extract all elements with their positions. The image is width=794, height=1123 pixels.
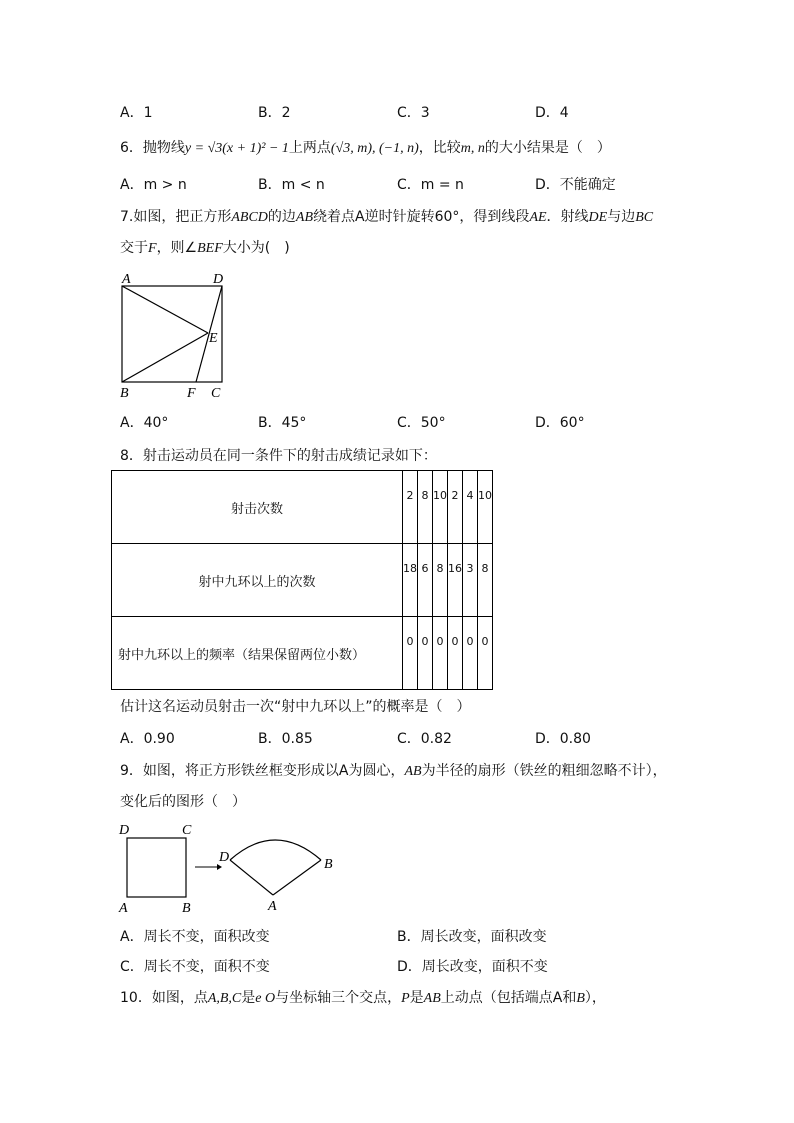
q5-option-c: C．3 — [397, 105, 430, 121]
q7-square-label: ABCD — [231, 210, 268, 225]
q9-option-c: C．周长不变，面积不变 — [120, 959, 270, 975]
q7-text-2: 的边 — [267, 209, 296, 225]
row-header-hits: 射中九环以上的次数 — [112, 544, 403, 617]
table-cell: 10 — [433, 471, 448, 544]
q7-label-a: A — [122, 272, 131, 287]
table-cell: 8 — [418, 471, 433, 544]
table-cell: 10 — [478, 471, 493, 544]
q5-option-a: A．1 — [120, 105, 153, 121]
table-cell: 18 — [403, 544, 418, 617]
q6-prefix: 6．抛物线 — [120, 140, 185, 156]
q9-option-d: D．周长改变，面积不变 — [397, 959, 548, 975]
q7-label-e: E — [209, 331, 218, 346]
table-row — [112, 544, 493, 617]
q7-segment-be — [122, 333, 208, 382]
q7-text-3: 绕着点A逆时针旋转60°，得到线段 — [313, 209, 530, 225]
q7-bef-label: BEF — [197, 241, 223, 256]
q7-text-5: 与边 — [607, 209, 636, 225]
q6-option-b: B．m < n — [258, 177, 325, 193]
q10-stem — [120, 989, 606, 1008]
q7-text-6: 交于 — [120, 240, 148, 256]
table-cell: 16 — [448, 544, 463, 617]
q9-stem-line2: 变化后的图形（ ） — [120, 794, 246, 810]
q5-option-b: B．2 — [258, 105, 291, 121]
q9-option-b: B．周长改变，面积改变 — [397, 929, 547, 945]
table-cell: 8 — [478, 544, 493, 617]
q8-option-c: C．0.82 — [397, 731, 452, 747]
table-row — [112, 617, 493, 690]
q10-circle: e O — [255, 991, 276, 1006]
table-cell: 6 — [418, 544, 433, 617]
q7-ae-label: AE — [529, 210, 547, 225]
q9-option-a: A．周长不变，面积改变 — [120, 929, 270, 945]
q7-option-d: D．60° — [535, 415, 585, 431]
q6-vars: m, n — [460, 141, 485, 156]
q9-label-a: A — [119, 901, 128, 916]
q9-label-c: C — [182, 823, 192, 838]
q6-option-c: C．m = n — [397, 177, 464, 193]
q10-text-6: ）， — [584, 990, 606, 1006]
q9-sector-radius-ab — [273, 860, 321, 895]
q10-text-1: 10．如图，点 — [120, 990, 208, 1006]
q7-text-4: ．射线 — [546, 209, 589, 225]
q7-label-d: D — [213, 272, 224, 287]
q9-sector-arc — [230, 840, 321, 860]
q7-segment-ae — [122, 286, 208, 333]
q7-option-b: B．45° — [258, 415, 307, 431]
table-cell: 2 — [448, 471, 463, 544]
q10-text-2: 是 — [241, 990, 256, 1006]
table-cell: 8 — [433, 544, 448, 617]
table-cell: 0 — [433, 617, 448, 690]
q8-table — [111, 470, 493, 690]
q6-option-d: D．不能确定 — [535, 177, 616, 193]
q9-text-2: 为半径的扇形（铁丝的粗细忽略不计）， — [421, 763, 667, 779]
q6-option-a: A．m > n — [120, 177, 187, 193]
table-cell: 0 — [418, 617, 433, 690]
q6-equation: y = √3(x + 1)² − 1 — [184, 141, 289, 156]
q8-option-d: D．0.80 — [535, 731, 591, 747]
q8-question: 估计这名运动员射击一次“射中九环以上”的概率是（ ） — [120, 699, 471, 715]
q8-title: 8．射击运动员在同一条件下的射击成绩记录如下： — [120, 448, 437, 464]
q6-suffix: 的大小结果是（ ） — [484, 140, 611, 156]
q7-bc-label: BC — [635, 210, 654, 225]
q9-text-1: 9．如图，将正方形铁丝框变形成以A为圆心， — [120, 763, 405, 779]
table-cell: 0 — [403, 617, 418, 690]
q10-points: A,B,C — [207, 991, 242, 1006]
q7-label-c: C — [211, 386, 221, 401]
q9-square — [127, 838, 186, 897]
row-header-shots: 射击次数 — [112, 471, 403, 544]
table-cell: 0 — [448, 617, 463, 690]
table-row — [112, 471, 493, 544]
q9-label-b2: B — [324, 857, 333, 872]
table-cell: 3 — [463, 544, 478, 617]
q9-stem-line1 — [120, 762, 667, 781]
q7-text-8: 大小为( ) — [222, 240, 290, 256]
table-cell: 2 — [403, 471, 418, 544]
q7-text-1: 7.如图，把正方形 — [120, 209, 232, 225]
q5-option-d: D．4 — [535, 105, 569, 121]
q6-points: (√3, m), (−1, n) — [330, 141, 419, 156]
row-header-frequency: 射中九环以上的频率（结果保留两位小数） — [112, 617, 403, 690]
table-cell: 0 — [478, 617, 493, 690]
q7-label-f: F — [187, 386, 196, 401]
q9-label-d: D — [119, 823, 130, 838]
q9-label-a2: A — [268, 899, 277, 914]
q10-text-4: 是 — [409, 990, 424, 1006]
q8-option-b: B．0.85 — [258, 731, 313, 747]
q7-f-label: F — [148, 241, 157, 256]
q6-mid2: ，比较 — [418, 140, 461, 156]
q10-arc: AB — [423, 991, 441, 1006]
q7-option-c: C．50° — [397, 415, 446, 431]
table-cell: 4 — [463, 471, 478, 544]
q9-ab-label: AB — [404, 764, 422, 779]
q8-option-a: A．0.90 — [120, 731, 175, 747]
q6-mid: 上两点 — [288, 140, 331, 156]
q10-text-5: 上动点（包括端点A和 — [440, 990, 577, 1006]
q9-sector-radius-ad — [230, 860, 273, 895]
table-cell: 0 — [463, 617, 478, 690]
q10-text-3: 与坐标轴三个交点， — [275, 990, 402, 1006]
q9-label-d2: D — [219, 850, 230, 865]
q7-label-b: B — [120, 386, 129, 401]
q10-b: B — [576, 991, 585, 1006]
q7-de-label: DE — [588, 210, 608, 225]
q7-text-7: ，则∠ — [156, 240, 198, 256]
q7-option-a: A．40° — [120, 415, 169, 431]
q9-label-b: B — [182, 901, 191, 916]
q10-p: P — [401, 991, 410, 1006]
q7-ab-label: AB — [295, 210, 314, 225]
